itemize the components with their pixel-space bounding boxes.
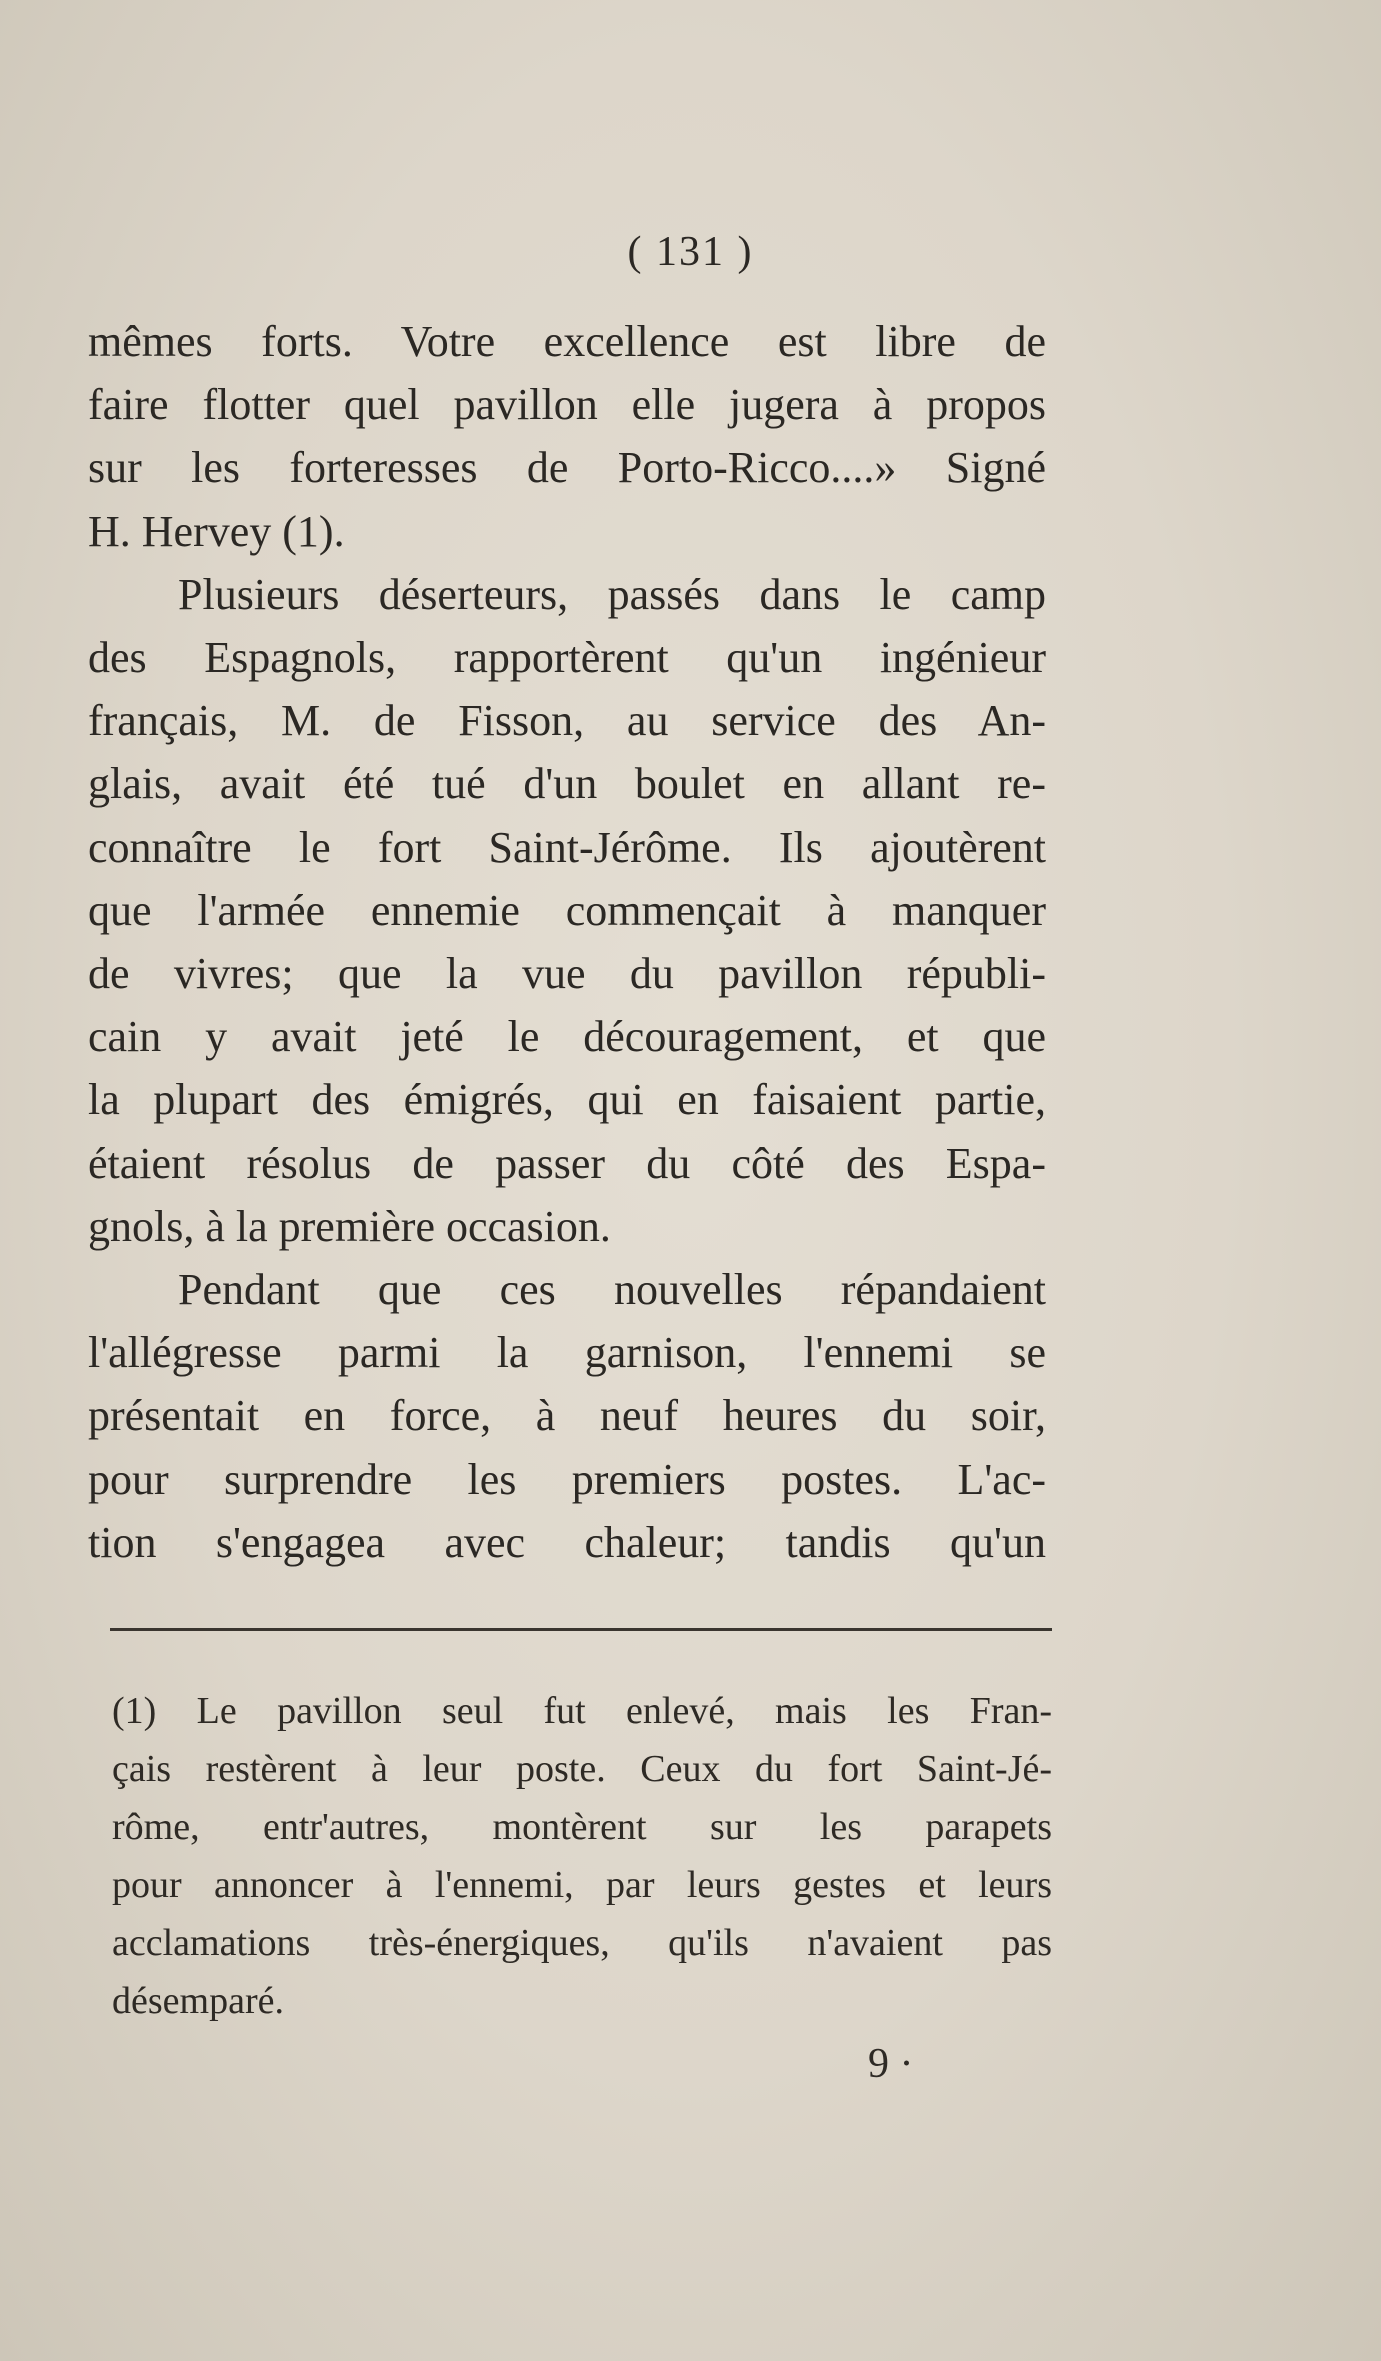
- text-line: que l'armée ennemie commençait à manquer: [88, 885, 1046, 935]
- text-line: de vivres; que la vue du pavillon républi-: [88, 949, 1046, 999]
- text-line: connaître le fort Saint-Jérôme. Ils ajoutèrent: [88, 822, 1046, 872]
- text-line: H. Hervey (1).: [88, 506, 345, 556]
- footnote-line: (1) Le pavillon seul fut enlevé, mais les Fran-: [112, 1690, 1052, 1732]
- text-line: Pendant que ces nouvelles répandaient: [178, 1265, 1046, 1315]
- footnote-line: pour annoncer à l'ennemi, par leurs gestes et leurs: [112, 1864, 1052, 1906]
- main-text: [88, 310, 1046, 1574]
- footnote: [112, 1682, 1052, 2030]
- text-line: français, M. de Fisson, au service des An-: [88, 696, 1046, 746]
- text-line: gnols, à la première occasion.: [88, 1201, 611, 1251]
- text-line: Plusieurs déserteurs, passés dans le camp: [178, 569, 1046, 619]
- text-line: mêmes forts. Votre excellence est libre de: [88, 317, 1046, 366]
- text-line: cain y avait jeté le découragement, et que: [88, 1012, 1046, 1062]
- text-line: étaient résolus de passer du côté des Espa-: [88, 1138, 1046, 1188]
- signature-mark: 9 ·: [868, 2041, 914, 2087]
- text-line: pour surprendre les premiers postes. L'ac-: [88, 1454, 1046, 1504]
- footnote-line: çais restèrent à leur poste. Ceux du fort Saint-Jé-: [112, 1748, 1052, 1790]
- footnote-divider: [110, 1628, 1052, 1631]
- text-line: glais, avait été tué d'un boulet en allant re-: [88, 759, 1046, 809]
- footnote-line: désemparé.: [112, 1980, 284, 2022]
- page-number-header: ( 131 ): [627, 229, 754, 275]
- footnote-line: acclamations très-énergiques, qu'ils n'avaient pas: [112, 1922, 1052, 1964]
- text-line: tion s'engagea avec chaleur; tandis qu'un: [88, 1517, 1046, 1567]
- footnote-line: rôme, entr'autres, montèrent sur les parapets: [112, 1806, 1052, 1848]
- text-line: faire flotter quel pavillon elle jugera à propos: [88, 380, 1046, 430]
- text-line: sur les forteresses de Porto-Ricco....» Signé: [88, 443, 1046, 493]
- text-line: la plupart des émigrés, qui en faisaient partie,: [88, 1075, 1046, 1125]
- text-line: présentait en force, à neuf heures du soir,: [88, 1391, 1046, 1441]
- text-line: l'allégresse parmi la garnison, l'ennemi se: [88, 1328, 1046, 1378]
- text-line: des Espagnols, rapportèrent qu'un ingénieur: [88, 633, 1046, 683]
